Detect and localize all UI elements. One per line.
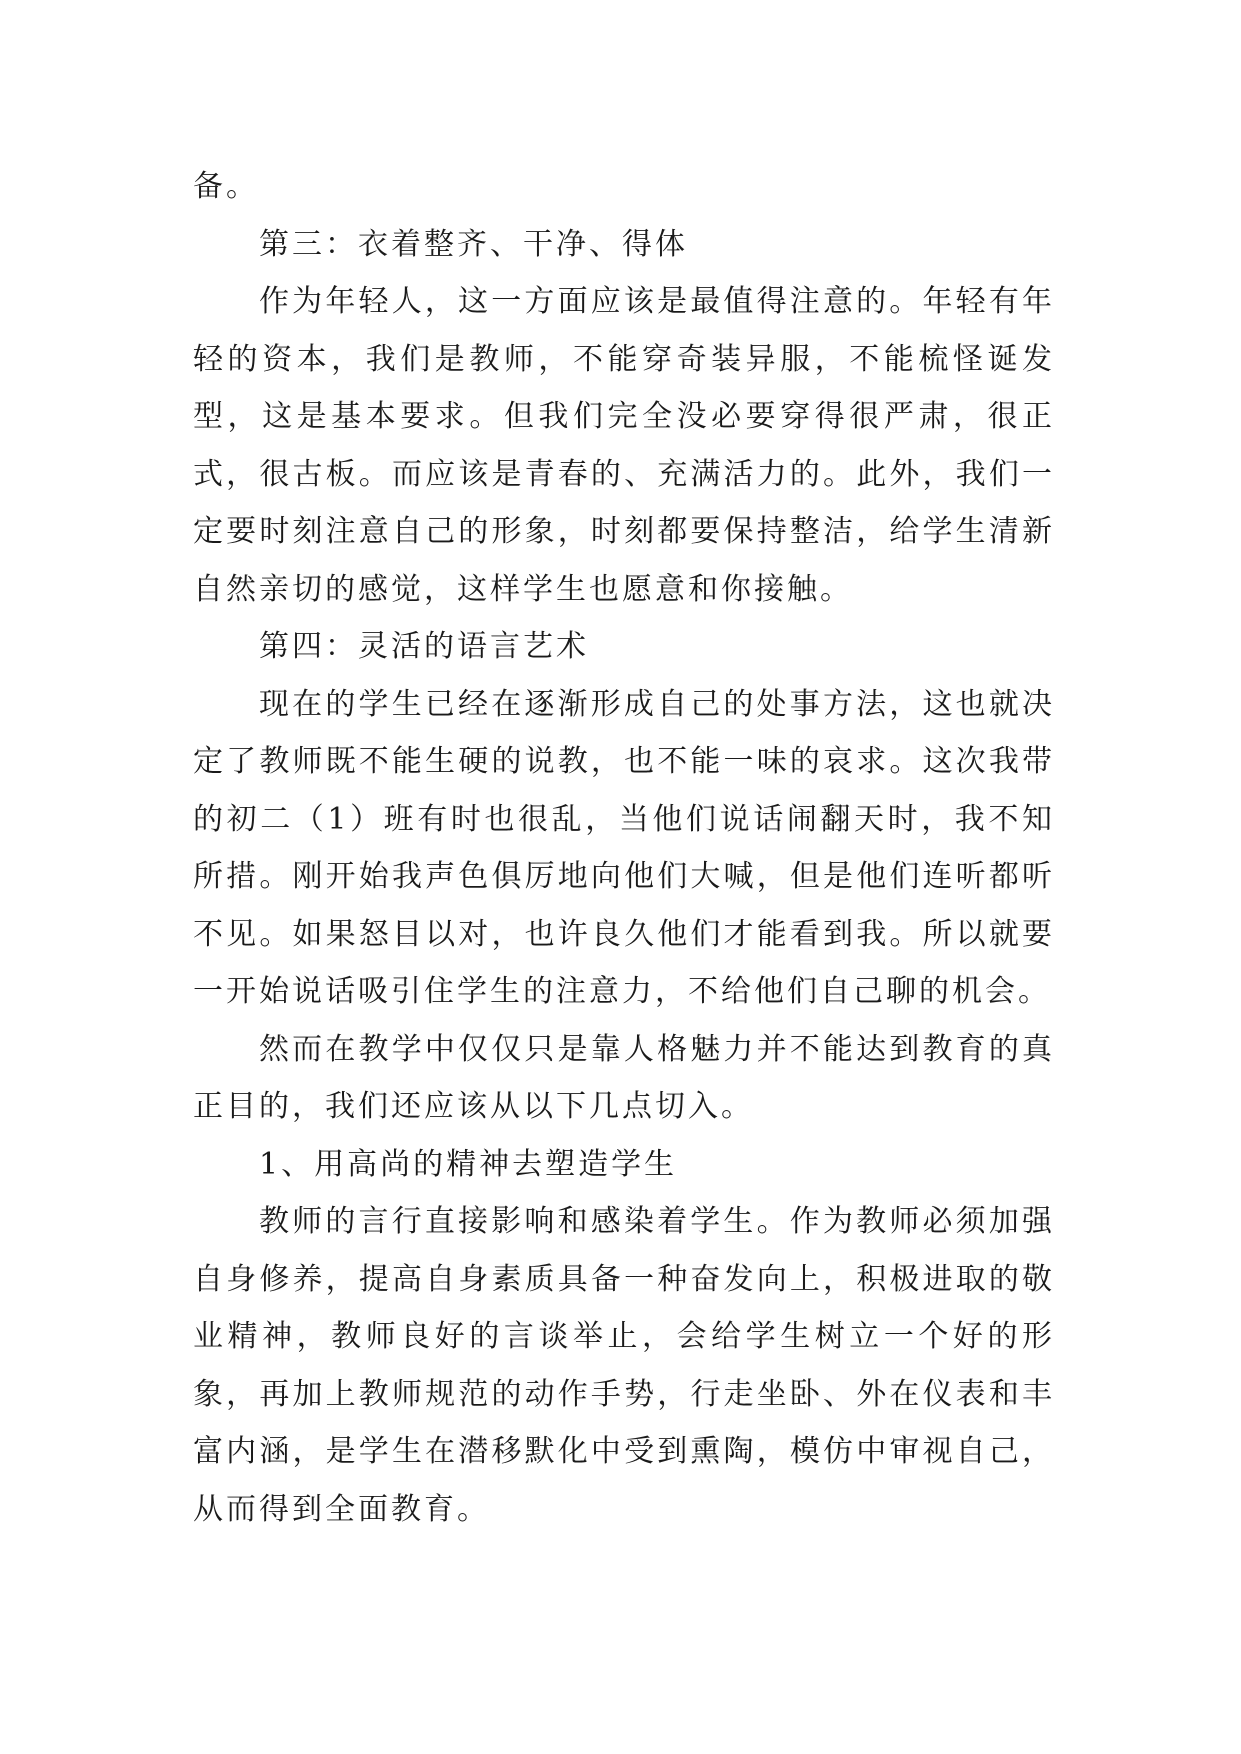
- paragraph-attire: 作为年轻人，这一方面应该是最值得注意的。年轻有年轻的资本，我们是教师，不能穿奇装异服，不能梳怪诞发型，这是基本要求。但我们完全没必要穿得很严肃，很正式，很古板。而应该是青春的、充满活力的。此外，我们一定要时刻注意自己的形象，时刻都要保持整洁，给学生清新自然亲切的感觉，这样学生也愿意和你接触。: [193, 284, 1055, 607]
- paragraph-noble-spirit: 教师的言行直接影响和感染着学生。作为教师必须加强自身修养，提高自身素质具备一种奋发向上，积极进取的敬业精神，教师良好的言谈举止，会给学生树立一个好的形象，再加上教师规范的动作手势，行走坐卧、外在仪表和丰富内涵，是学生在潜移默化中受到熏陶，模仿中审视自己，从而得到全面教育。: [193, 1204, 1055, 1527]
- heading-item-1: 1、用高尚的精神去塑造学生: [259, 1146, 678, 1182]
- paragraph-transition: 然而在教学中仅仅只是靠人格魅力并不能达到教育的真正目的，我们还应该从以下几点切入。: [193, 1031, 1055, 1124]
- heading-fourth-point: 第四：灵活的语言艺术: [259, 629, 589, 664]
- document-body: [193, 158, 1055, 1538]
- paragraph-continuation: 备。: [193, 169, 259, 204]
- heading-third-point: 第三：衣着整齐、干净、得体: [259, 226, 688, 262]
- paragraph-language-art: 现在的学生已经在逐渐形成自己的处事方法，这也就决定了教师既不能生硬的说教，也不能一味的哀求。这次我带的初二（1）班有时也很乱，当他们说话闹翻天时，我不知所措。刚开始我声色俱厉地向他们大喊，但是他们连听都听不见。如果怒目以对，也许良久他们才能看到我。所以就要一开始说话吸引住学生的注意力，不给他们自己聊的机会。: [193, 686, 1055, 1009]
